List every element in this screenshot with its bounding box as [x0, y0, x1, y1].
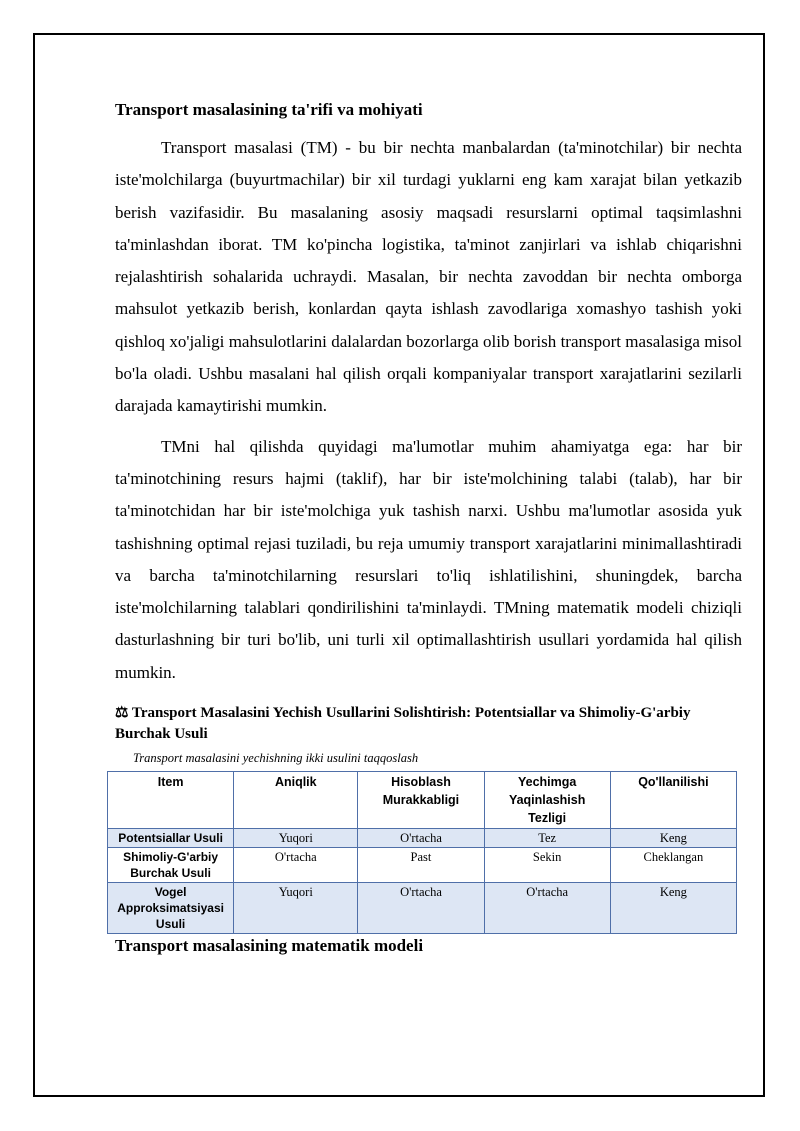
table-cell: Yuqori [234, 829, 358, 848]
row-label: Shimoliy-G'arbiy Burchak Usuli [108, 848, 234, 883]
table-cell: Tez [484, 829, 610, 848]
row-label: Potentsiallar Usuli [108, 829, 234, 848]
table-row [108, 848, 737, 883]
table-cell: Sekin [484, 848, 610, 883]
table-cell: O'rtacha [484, 883, 610, 934]
row-label: Vogel Approksimatsiyasi Usuli [108, 883, 234, 934]
table-cell: O'rtacha [358, 883, 484, 934]
paragraph-data-requirements: TMni hal qilishda quyidagi ma'lumotlar muhim ahamiyatga ega: har bir ta'minotchining resurs hajmi (taklif), har bir iste'molchining talabi (talab), har bir ta'minotchidan har bir iste'molchiga yuk tashish narxi. Ushbu ma'lumotlar asosida yuk tashishning optimal rejasi tuziladi, bu reja umumiy transport xarajatlarini minimallashtiradi va barcha ta'minotchilarning resurslari to'liq ishlatilishini, shuningdek, barcha iste'molchilarning talablari qondirilishini ta'minlaydi. TMning matematik modeli chiziqli dasturlashning bir turi bo'lib, uni turli xil optimallashtirish usullari yordamida hal qilish mumkin. [115, 436, 742, 682]
table-row [108, 829, 737, 848]
table-cell: Past [358, 848, 484, 883]
document-body [115, 98, 742, 968]
table-cell: O'rtacha [234, 848, 358, 883]
table-title: ⚖ Transport Masalasini Yechish Usullarini Solishtirish: Potentsiallar va Shimoliy-G'arbiy Burchak Usuli [115, 705, 691, 743]
header-cell: Qo'llanilishi [610, 772, 736, 829]
table-cell: O'rtacha [358, 829, 484, 848]
header-cell: Item [108, 772, 234, 829]
table-cell: Cheklangan [610, 848, 736, 883]
section-heading-math-model: Transport masalasining matematik modeli [115, 936, 424, 956]
paragraph-definition: Transport masalasi (TM) - bu bir nechta manbalardan (ta'minotchilar) bir nechta iste'molchilarga (buyurtmachilar) bir xil turdagi yuklarni eng kam xarajat bilan yetkazib berish vazifasidir. Bu masalaning asosiy maqsadi resurslarni optimal taqsimlashni ta'minlashdan iborat. TM ko'pincha logistika, ta'minot zanjirlari va ishlab chiqarishni rejalashtirish sohalarida uchraydi. Masalan, bir nechta zavoddan bir nechta omborga mahsulot yetkazib berish, konlardan qayta ishlash zavodlariga xomashyo tashish yoki qishloq xo'jaligi mahsulotlarini dalalardan bozorlarga olib borish transport masalasiga misol bo'la oladi. Ushbu masalani hal qilish orqali kompaniyalar transport xarajatlarini sezilarli darajada kamaytirishi mumkin. [115, 138, 742, 416]
comparison-table [107, 771, 737, 934]
table-caption: Transport masalasini yechishning ikki usulini taqqoslash [133, 751, 419, 766]
table-cell: Keng [610, 829, 736, 848]
header-cell: Yechimga Yaqinlashish Tezligi [484, 772, 610, 829]
table-row [108, 883, 737, 934]
section-heading-definition: Transport masalasining ta'rifi va mohiyati [115, 100, 423, 119]
table-header-row [108, 772, 737, 829]
header-cell: Hisoblash Murakkabligi [358, 772, 484, 829]
table-cell: Yuqori [234, 883, 358, 934]
header-cell: Aniqlik [234, 772, 358, 829]
table-cell: Keng [610, 883, 736, 934]
